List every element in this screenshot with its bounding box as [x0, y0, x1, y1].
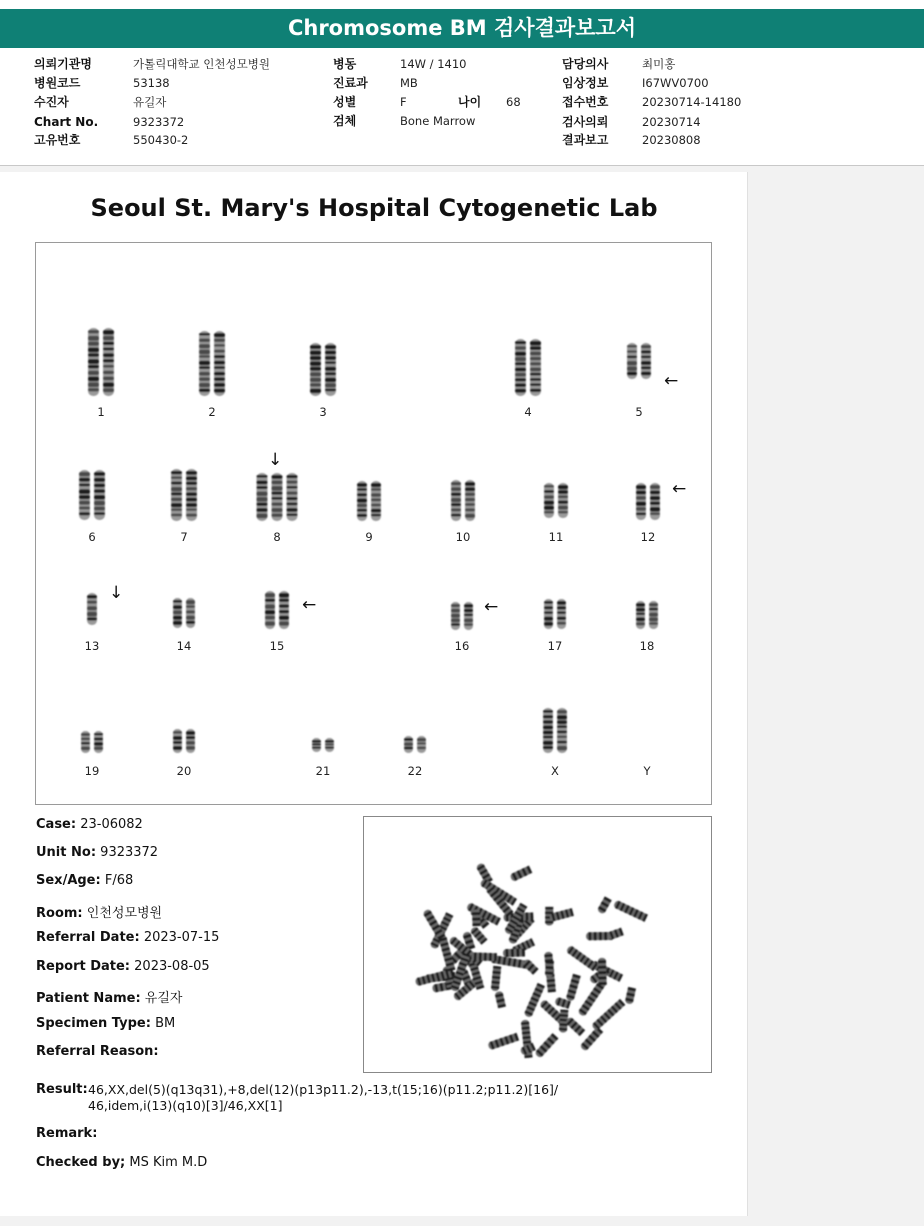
metaphase-image-panel [363, 816, 712, 1073]
value-clinical-info: I67WV0700 [642, 76, 709, 90]
report-header [0, 0, 924, 166]
karyogram-image [36, 243, 711, 804]
chromosome-1 [88, 328, 114, 396]
value-patient: 유길자 [133, 95, 167, 109]
chromosome-3 [310, 343, 336, 396]
chromosome-5 [627, 343, 651, 379]
label-hospital-code: 병원코드 [34, 76, 81, 90]
value-hospital-code: 53138 [133, 76, 170, 90]
chromosome-11 [544, 483, 568, 518]
metaphase-image [364, 817, 711, 1072]
arrow-left-icon: ← [302, 595, 317, 615]
label-specimen: 검체 [333, 114, 357, 128]
chromosome-label: 5 [635, 405, 643, 419]
chromosome-19 [81, 731, 103, 753]
field-report-date: Report Date: 2023-08-05 [36, 959, 210, 974]
chromosome-20 [173, 729, 195, 753]
label-age: 나이 [458, 95, 482, 109]
field-remark: Remark: [36, 1126, 98, 1141]
value-result-report: 20230808 [642, 133, 701, 147]
label-doctor: 담당의사 [562, 57, 609, 71]
label-clinical-info: 임상정보 [562, 76, 609, 90]
label-patient: 수진자 [34, 95, 69, 109]
field-patient-name: Patient Name: 유길자 [36, 991, 183, 1006]
arrow-down-icon: ↓ [109, 583, 124, 603]
chromosome-18 [636, 601, 658, 629]
field-checked-by: Checked by; MS Kim M.D [36, 1155, 208, 1170]
chromosome-label: 20 [176, 764, 192, 778]
chromosome-label: 8 [273, 530, 281, 544]
value-specimen: Bone Marrow [400, 114, 476, 128]
chromosome-17 [544, 599, 566, 629]
field-referral-date: Referral Date: 2023-07-15 [36, 930, 220, 945]
chromosome-7 [171, 469, 197, 521]
label-receipt-no: 접수번호 [562, 95, 609, 109]
chromosome-label: 12 [640, 530, 656, 544]
chromosome-label: 16 [454, 639, 470, 653]
chromosome-label: 11 [548, 530, 564, 544]
chromosome-label: 15 [269, 639, 285, 653]
chromosome-13 [87, 593, 97, 625]
chromosome-label: 3 [319, 405, 327, 419]
field-referral-reason: Referral Reason: [36, 1044, 159, 1059]
chromosome-15 [265, 591, 289, 629]
chromosome-label: 14 [176, 639, 192, 653]
label-unique-no: 고유번호 [34, 133, 81, 147]
chromosome-label: 13 [84, 639, 100, 653]
chromosome-16 [451, 602, 473, 630]
chromosome-label: 6 [88, 530, 96, 544]
lab-title: Seoul St. Mary's Hospital Cytogenetic Lab [90, 194, 658, 222]
chromosome-8 [257, 473, 298, 521]
value-institution: 가톨릭대학교 인천성모병원 [133, 57, 270, 71]
chromosome-label: 7 [180, 530, 188, 544]
chromosome-label: 9 [365, 530, 373, 544]
chromosome-21 [312, 738, 334, 752]
field-room: Room: 인천성모병원 [36, 906, 163, 921]
karyogram-panel [35, 242, 712, 805]
label-department: 진료과 [333, 76, 368, 90]
label-institution: 의뢰기관명 [34, 57, 92, 71]
label-chart-no: Chart No. [34, 115, 99, 129]
chromosome-label: X [551, 764, 559, 778]
report-page [0, 172, 748, 1216]
chromosome-label: 1 [97, 405, 105, 419]
label-test-request: 검사의뢰 [562, 115, 609, 129]
value-age: 68 [506, 95, 521, 109]
chromosome-12 [636, 483, 660, 520]
field-sex-age: Sex/Age: F/68 [36, 873, 134, 888]
label-ward: 병동 [333, 57, 357, 71]
chromosome-label: 21 [315, 764, 331, 778]
result-line-1: 46,XX,del(5)(q13q31),+8,del(12)(p13p11.2),-13,t(15;16)(p11.2;p11.2)[16]/ [88, 1082, 559, 1097]
value-receipt-no: 20230714-14180 [642, 95, 742, 109]
chromosome-4 [515, 339, 541, 396]
value-chart-no: 9323372 [133, 115, 185, 129]
chromosome-2 [199, 331, 225, 396]
value-department: MB [400, 76, 418, 90]
result-line-2: 46,idem,i(13)(q10)[3]/46,XX[1] [88, 1098, 283, 1113]
field-specimen-type: Specimen Type: BM [36, 1016, 176, 1031]
chromosome-label: 19 [84, 764, 100, 778]
arrow-left-icon: ← [672, 479, 687, 499]
chromosome-label: 2 [208, 405, 216, 419]
chromosome-6 [79, 470, 105, 520]
result-label: Result: [36, 1082, 88, 1097]
chromosome-label: 18 [639, 639, 655, 653]
report-title: Chromosome BM 검사결과보고서 [0, 9, 924, 48]
chromosome-label: 17 [547, 639, 563, 653]
value-ward: 14W / 1410 [400, 57, 467, 71]
value-unique-no: 550430-2 [133, 133, 189, 147]
chromosome-label: 10 [455, 530, 471, 544]
arrow-left-icon: ← [484, 597, 499, 617]
arrow-down-icon: ↓ [268, 450, 283, 470]
chromosome-label: 4 [524, 405, 532, 419]
label-result-report: 결과보고 [562, 133, 609, 147]
chromosome-22 [404, 736, 426, 753]
chromosome-label: Y [643, 764, 651, 778]
chromosome-X [543, 708, 567, 753]
arrow-left-icon: ← [664, 371, 679, 391]
result-karyotype [88, 1082, 648, 1114]
chromosome-14 [173, 598, 195, 628]
chromosome-9 [357, 481, 381, 521]
label-sex: 성별 [333, 95, 357, 109]
value-sex: F [400, 95, 407, 109]
chromosome-10 [451, 480, 475, 521]
value-doctor: 최미홍 [642, 57, 676, 71]
value-test-request: 20230714 [642, 115, 701, 129]
field-unit-no: Unit No: 9323372 [36, 845, 159, 860]
field-case: Case: 23-06082 [36, 817, 143, 832]
chromosome-label: 22 [407, 764, 423, 778]
